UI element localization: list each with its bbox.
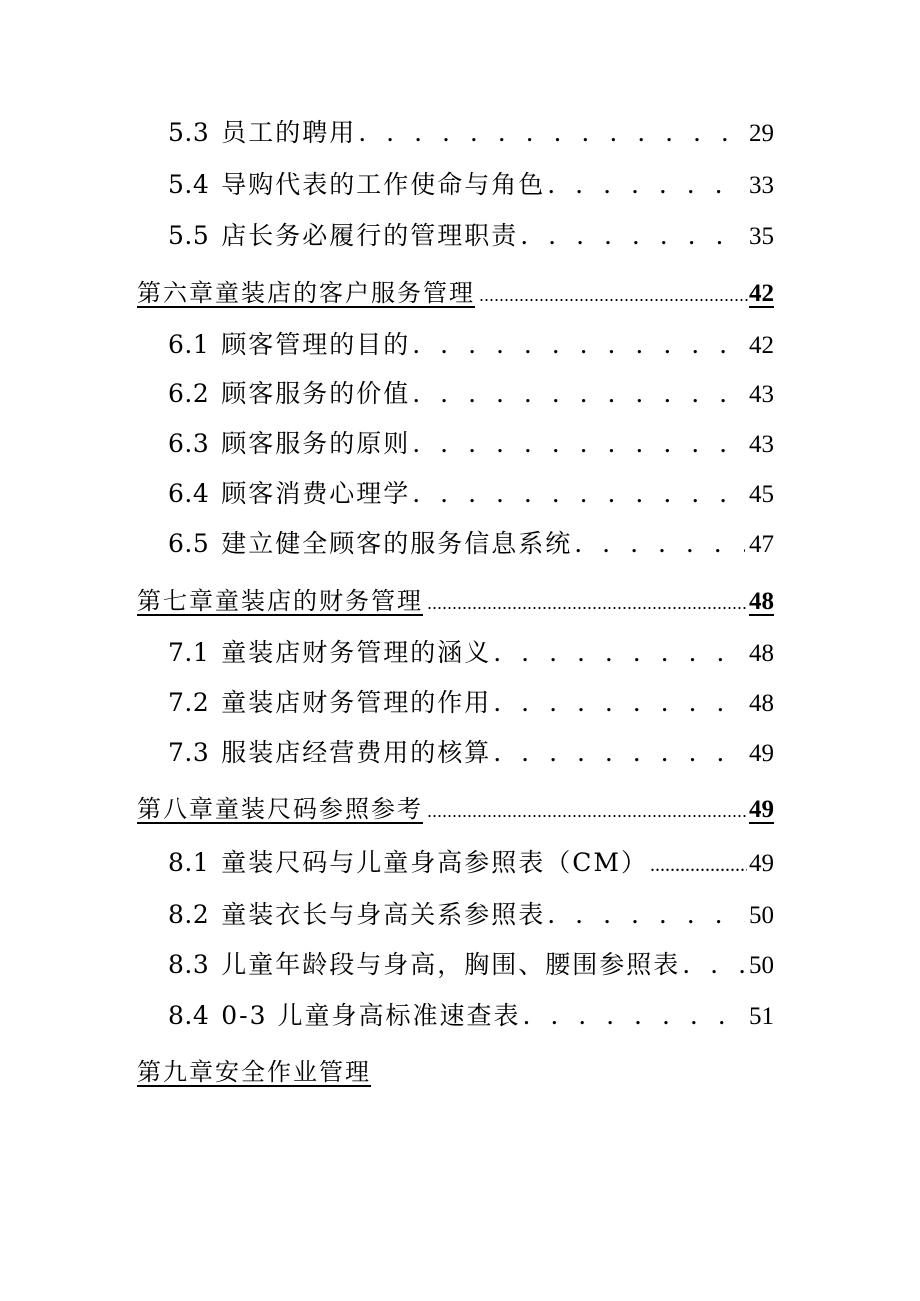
dot-leader	[427, 801, 748, 822]
toc-chapter-7[interactable]	[137, 581, 774, 616]
dot-leader	[493, 638, 745, 667]
section-number: 5.3	[168, 118, 210, 147]
section-title: 童装衣长与身高关系参照表	[221, 900, 546, 929]
page-number: 33	[749, 172, 774, 199]
section-title: 儿童年龄段与身高，胸围、腰围参照表	[221, 950, 681, 979]
page-number: 42	[749, 332, 774, 359]
toc-entry-6-4[interactable]	[168, 474, 774, 510]
chapter-title: 第八章童装尺码参照参考	[137, 795, 423, 823]
section-number: 8.2	[168, 900, 210, 929]
section-number: 8.4	[168, 1001, 210, 1030]
section-title: 0-3 儿童身高标准速查表	[221, 1001, 521, 1030]
dot-leader	[520, 221, 745, 250]
toc-entry-5-4[interactable]	[168, 165, 774, 201]
page-number: 48	[749, 690, 774, 717]
page-number: 49	[749, 850, 774, 877]
toc-entry-6-1[interactable]	[168, 325, 774, 361]
dot-leader	[493, 738, 745, 767]
page-number: 29	[749, 120, 774, 147]
section-number: 7.2	[168, 688, 210, 717]
section-number: 7.3	[168, 738, 210, 767]
section-title: 顾客消费心理学	[221, 479, 411, 508]
dot-leader	[682, 950, 745, 979]
toc-entry-8-4[interactable]	[168, 996, 774, 1032]
toc-entry-6-2[interactable]	[168, 374, 774, 410]
section-title: 店长务必履行的管理职责	[221, 221, 519, 250]
chapter-title: 第七章童装店的财务管理	[137, 587, 423, 615]
toc-entry-7-1[interactable]	[168, 633, 774, 669]
chapter-title: 第九章安全作业管理	[137, 1058, 371, 1086]
section-title: 童装店财务管理的涵义	[221, 638, 492, 667]
toc-entry-7-2[interactable]	[168, 683, 774, 719]
dot-leader	[479, 285, 748, 306]
toc-entry-6-3[interactable]	[168, 424, 774, 460]
page-number: 45	[749, 481, 774, 508]
toc-chapter-6[interactable]	[137, 273, 774, 308]
page-number: 43	[749, 381, 774, 408]
toc-entry-8-2[interactable]	[168, 895, 774, 931]
section-number: 6.5	[168, 529, 210, 558]
chapter-title: 第六章童装店的客户服务管理	[137, 279, 475, 307]
page-number: 35	[749, 223, 774, 250]
toc-chapter-8[interactable]	[137, 789, 774, 824]
dot-leader	[412, 379, 745, 408]
page-number: 47	[749, 531, 774, 558]
dot-leader	[412, 479, 745, 508]
toc-entry-8-1[interactable]	[168, 843, 774, 879]
section-number: 8.1	[168, 848, 210, 877]
page-number: 43	[749, 431, 774, 458]
page-number: 50	[749, 902, 774, 929]
toc-entry-8-3[interactable]	[168, 945, 774, 981]
toc-entry-6-5[interactable]	[168, 524, 774, 560]
section-number: 8.3	[168, 950, 210, 979]
section-title: 顾客服务的原则	[221, 429, 411, 458]
toc-chapter-9[interactable]	[137, 1052, 371, 1087]
section-title: 顾客管理的目的	[221, 330, 411, 359]
dot-leader	[412, 429, 745, 458]
section-number: 6.2	[168, 379, 210, 408]
page-number: 49	[749, 740, 774, 767]
dot-leader	[522, 1001, 745, 1030]
section-title: 顾客服务的价值	[221, 379, 411, 408]
section-title: 员工的聘用	[221, 118, 357, 147]
page-number: 50	[749, 952, 774, 979]
dot-leader	[358, 118, 745, 147]
section-title: 童装店财务管理的作用	[221, 688, 492, 717]
page-number: 42	[749, 280, 774, 307]
toc-entry-5-3[interactable]	[168, 113, 774, 149]
section-number: 7.1	[168, 638, 210, 667]
dot-leader	[412, 330, 745, 359]
dot-leader	[547, 170, 745, 199]
section-number: 6.3	[168, 429, 210, 458]
page-number: 51	[749, 1003, 774, 1030]
dot-leader	[574, 529, 745, 558]
section-title: 导购代表的工作使命与角色	[221, 170, 546, 199]
toc-entry-7-3[interactable]	[168, 733, 774, 769]
page-number: 48	[749, 588, 774, 615]
page-number: 48	[749, 640, 774, 667]
section-title: 建立健全顾客的服务信息系统	[221, 529, 573, 558]
dot-leader	[493, 688, 745, 717]
section-title: 童装尺码与儿童身高参照表（CM）	[221, 848, 648, 877]
section-number: 5.4	[168, 170, 210, 199]
page-number: 49	[749, 796, 774, 823]
section-title: 服装店经营费用的核算	[221, 738, 492, 767]
dot-leader	[650, 854, 747, 877]
dot-leader	[547, 900, 745, 929]
dot-leader	[427, 593, 748, 614]
section-number: 6.1	[168, 330, 210, 359]
toc-entry-5-5[interactable]	[168, 216, 774, 252]
section-number: 6.4	[168, 479, 210, 508]
section-number: 5.5	[168, 221, 210, 250]
